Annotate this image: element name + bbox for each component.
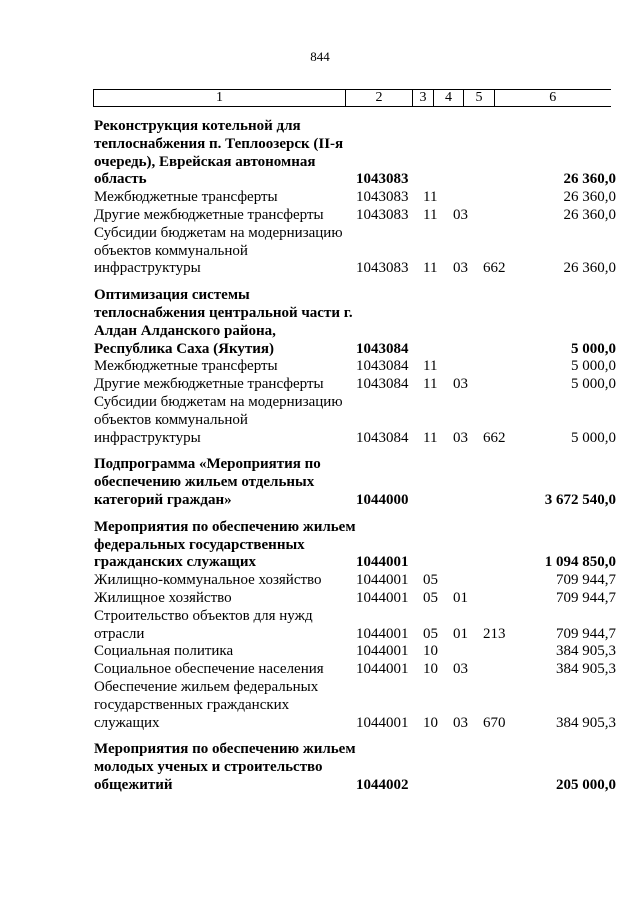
row-name-cell: Субсидии бюджетам на модернизацию объектов коммунальной инфраструктуры — [94, 224, 343, 277]
row-code-cell: 1044000 — [356, 491, 409, 508]
column-header-row — [94, 90, 611, 107]
row-code-cell: 1044001 — [356, 625, 409, 642]
row-name-cell: Межбюджетные трансферты — [94, 189, 278, 206]
column-header-2: 2 — [346, 90, 413, 107]
row-expense-type-cell: 662 — [483, 260, 506, 277]
row-amount-cell: 26 360,0 — [563, 206, 616, 223]
row-amount-cell: 709 944,7 — [556, 625, 616, 642]
row-name-cell: Жилищное хозяйство — [94, 589, 232, 606]
table-row — [94, 118, 616, 189]
table-row — [94, 590, 616, 608]
row-code-cell: 1044001 — [356, 589, 409, 606]
table-row — [94, 287, 616, 358]
row-name-cell: Другие межбюджетные трансферты — [94, 206, 324, 223]
row-amount-cell: 384 905,3 — [556, 714, 616, 731]
row-section-cell: 11 — [423, 189, 438, 206]
row-section-cell: 11 — [423, 358, 438, 375]
row-name-cell: Оптимизация системы теплоснабжения центральной части г. Алдан Алданского района, Республика Саха (Якутия) — [94, 287, 353, 357]
row-section-cell: 05 — [423, 589, 438, 606]
column-header-3: 3 — [413, 90, 434, 107]
row-subsection-cell: 03 — [453, 661, 468, 678]
row-name-cell: Обеспечение жильем федеральных государственных гражданских служащих — [94, 678, 319, 731]
row-section-cell: 11 — [423, 260, 438, 277]
row-code-cell: 1044001 — [356, 554, 409, 571]
row-name-cell: Социальная политика — [94, 643, 234, 660]
row-amount-cell: 384 905,3 — [556, 661, 616, 678]
row-name-cell: Строительство объектов для нужд отрасли — [94, 607, 313, 642]
row-subsection-cell: 03 — [453, 429, 468, 446]
column-header-table — [93, 89, 611, 107]
table-row — [94, 358, 616, 376]
row-section-cell: 05 — [423, 572, 438, 589]
row-code-cell: 1043083 — [356, 171, 409, 188]
row-subsection-cell: 03 — [453, 260, 468, 277]
row-code-cell: 1044002 — [356, 776, 409, 793]
row-amount-cell: 709 944,7 — [556, 572, 616, 589]
row-name-cell: Мероприятия по обеспечению жильем молодых ученых и строительство общежитий — [94, 741, 356, 793]
table-row — [94, 608, 616, 644]
row-section-cell: 05 — [423, 625, 438, 642]
row-expense-type-cell: 213 — [483, 625, 506, 642]
row-amount-cell: 26 360,0 — [563, 189, 616, 206]
row-section-cell: 10 — [423, 714, 438, 731]
page-number: 844 — [310, 49, 330, 64]
table-row — [94, 376, 616, 394]
budget-table-body — [94, 118, 616, 795]
row-code-cell: 1043084 — [356, 358, 409, 375]
row-section-cell: 10 — [423, 643, 438, 660]
row-subsection-cell: 03 — [453, 376, 468, 393]
table-row — [94, 189, 616, 207]
row-subsection-cell: 03 — [453, 714, 468, 731]
row-name-cell: Субсидии бюджетам на модернизацию объектов коммунальной инфраструктуры — [94, 393, 343, 446]
table-row — [94, 679, 616, 732]
row-code-cell: 1043083 — [356, 189, 409, 206]
table-row — [94, 572, 616, 590]
row-name-cell: Социальное обеспечение населения — [94, 661, 324, 678]
table-row — [94, 225, 616, 278]
row-amount-cell: 5 000,0 — [571, 429, 616, 446]
row-name-cell: Другие межбюджетные трансферты — [94, 376, 324, 393]
row-expense-type-cell: 662 — [483, 429, 506, 446]
row-expense-type-cell: 670 — [483, 714, 506, 731]
row-code-cell: 1044001 — [356, 643, 409, 660]
row-name-cell: Межбюджетные трансферты — [94, 358, 278, 375]
row-amount-cell: 1 094 850,0 — [544, 554, 616, 571]
column-header-6: 6 — [495, 90, 611, 107]
row-amount-cell: 5 000,0 — [571, 340, 616, 357]
row-amount-cell: 3 672 540,0 — [544, 491, 616, 508]
column-header-4: 4 — [434, 90, 464, 107]
row-code-cell: 1043083 — [356, 206, 409, 223]
table-row — [94, 661, 616, 679]
table-row — [94, 741, 616, 794]
row-name-cell: Реконструкция котельной для теплоснабжения п. Теплоозерск (II-я очередь), Еврейская автономная область — [94, 118, 344, 188]
row-code-cell: 1044001 — [356, 661, 409, 678]
table-row — [94, 394, 616, 447]
row-subsection-cell: 03 — [453, 206, 468, 223]
row-section-cell: 11 — [423, 376, 438, 393]
row-code-cell: 1043084 — [356, 429, 409, 446]
row-section-cell: 11 — [423, 206, 438, 223]
row-amount-cell: 5 000,0 — [571, 358, 616, 375]
row-name-cell: Жилищно-коммунальное хозяйство — [94, 572, 322, 589]
row-code-cell: 1043084 — [356, 340, 409, 357]
row-section-cell: 10 — [423, 661, 438, 678]
row-section-cell: 11 — [423, 429, 438, 446]
row-name-cell: Мероприятия по обеспечению жильем федеральных государственных гражданских служащих — [94, 518, 356, 571]
column-header-1: 1 — [94, 90, 346, 107]
row-name-cell: Подпрограмма «Мероприятия по обеспечению жильем отдельных категорий граждан» — [94, 456, 321, 508]
table-row — [94, 519, 616, 572]
row-code-cell: 1044001 — [356, 572, 409, 589]
table-row — [94, 643, 616, 661]
row-amount-cell: 5 000,0 — [571, 376, 616, 393]
row-amount-cell: 26 360,0 — [563, 260, 616, 277]
row-amount-cell: 709 944,7 — [556, 589, 616, 606]
row-subsection-cell: 01 — [453, 589, 468, 606]
row-amount-cell: 205 000,0 — [556, 776, 616, 793]
row-code-cell: 1043083 — [356, 260, 409, 277]
row-amount-cell: 384 905,3 — [556, 643, 616, 660]
row-subsection-cell: 01 — [453, 625, 468, 642]
table-row — [94, 456, 616, 509]
table-row — [94, 207, 616, 225]
column-header-5: 5 — [464, 90, 495, 107]
row-code-cell: 1043084 — [356, 376, 409, 393]
row-code-cell: 1044001 — [356, 714, 409, 731]
row-amount-cell: 26 360,0 — [563, 171, 616, 188]
